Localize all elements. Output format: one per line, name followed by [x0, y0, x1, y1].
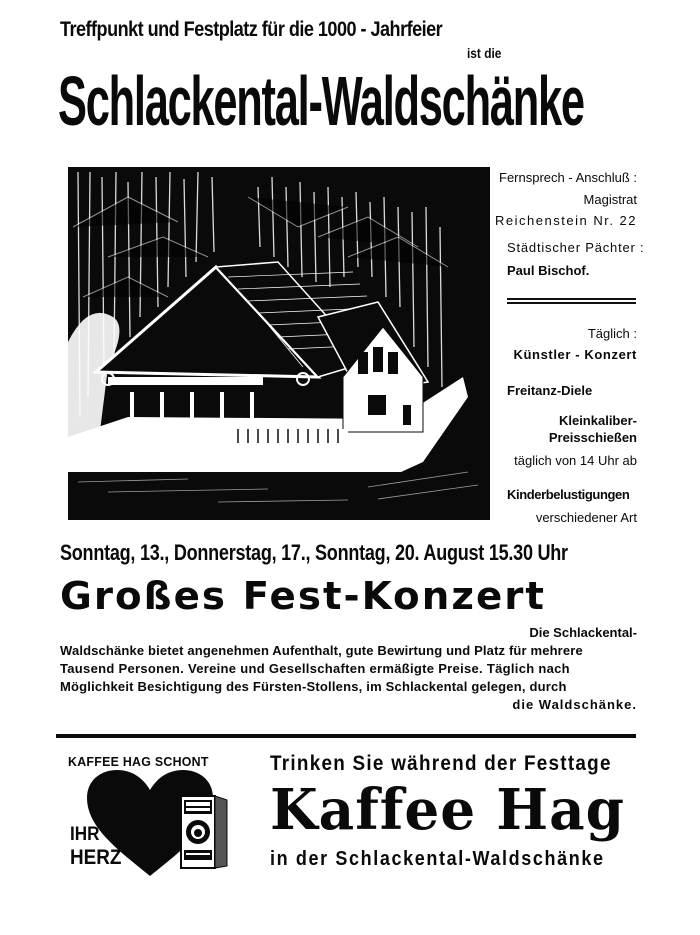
phone-line-2: Reichenstein Nr. 22: [495, 213, 637, 228]
divider-line: [507, 302, 636, 304]
advert-slogan-herz: HERZ: [70, 846, 122, 869]
woodcut-illustration: [68, 167, 490, 520]
description-line: die Waldschänke.: [512, 697, 637, 712]
page-title: Schlackental-Waldschänke: [58, 62, 584, 140]
phone-line-1: Magistrat: [583, 192, 637, 207]
offer-concert: Künstler - Konzert: [513, 347, 637, 362]
section-divider: [56, 734, 636, 738]
phone-label: Fernsprech - Anschluß :: [499, 170, 637, 185]
offer-shooting-time: täglich von 14 Uhr ab: [514, 453, 637, 468]
description-line: Möglichkeit Besichtigung des Fürsten-Stollens, im Schlackental gelegen, durch: [60, 679, 567, 694]
event-title: Großes Fest-Konzert: [60, 574, 546, 618]
tenant-label: Städtischer Pächter :: [507, 240, 645, 255]
offer-shooting-2: Preisschießen: [548, 430, 637, 445]
advert-brand: Kaffee Hag: [270, 777, 626, 843]
offer-children: Kinderbelustigungen: [507, 487, 630, 502]
advert-slogan: KAFFEE HAG SCHONT: [68, 754, 209, 769]
description-line: Die Schlackental-: [529, 625, 637, 640]
intro-line: Treffpunkt und Festplatz für die 1000 - Jahrfeier: [60, 18, 443, 41]
divider-line: [507, 298, 636, 300]
advert-slogan-ihr: IHR: [70, 824, 100, 845]
forest-inn-icon: [68, 167, 490, 520]
description-block: [60, 624, 637, 714]
daily-label: Täglich :: [587, 326, 637, 341]
advert-heading: Trinken Sie während der Festtage: [270, 752, 612, 775]
intro-line-sub: ist die: [467, 45, 502, 61]
coffee-package-icon: [175, 792, 231, 870]
description-line: Tausend Personen. Vereine und Gesellschaften ermäßigte Preise. Täglich nach: [60, 661, 570, 676]
offer-dance: Freitanz-Diele: [507, 383, 593, 398]
description-line: Waldschänke bietet angenehmen Aufenthalt, gute Bewirtung und Platz für mehrere: [60, 643, 583, 658]
offer-children-sub: verschiedener Art: [535, 510, 637, 525]
offer-shooting-1: Kleinkaliber-: [558, 413, 637, 428]
tenant-name: Paul Bischof.: [507, 263, 590, 278]
event-dates: Sonntag, 13., Donnerstag, 17., Sonntag, 20. August 15.30 Uhr: [60, 540, 568, 565]
advert-footer: in der Schlackental-Waldschänke: [270, 848, 605, 870]
